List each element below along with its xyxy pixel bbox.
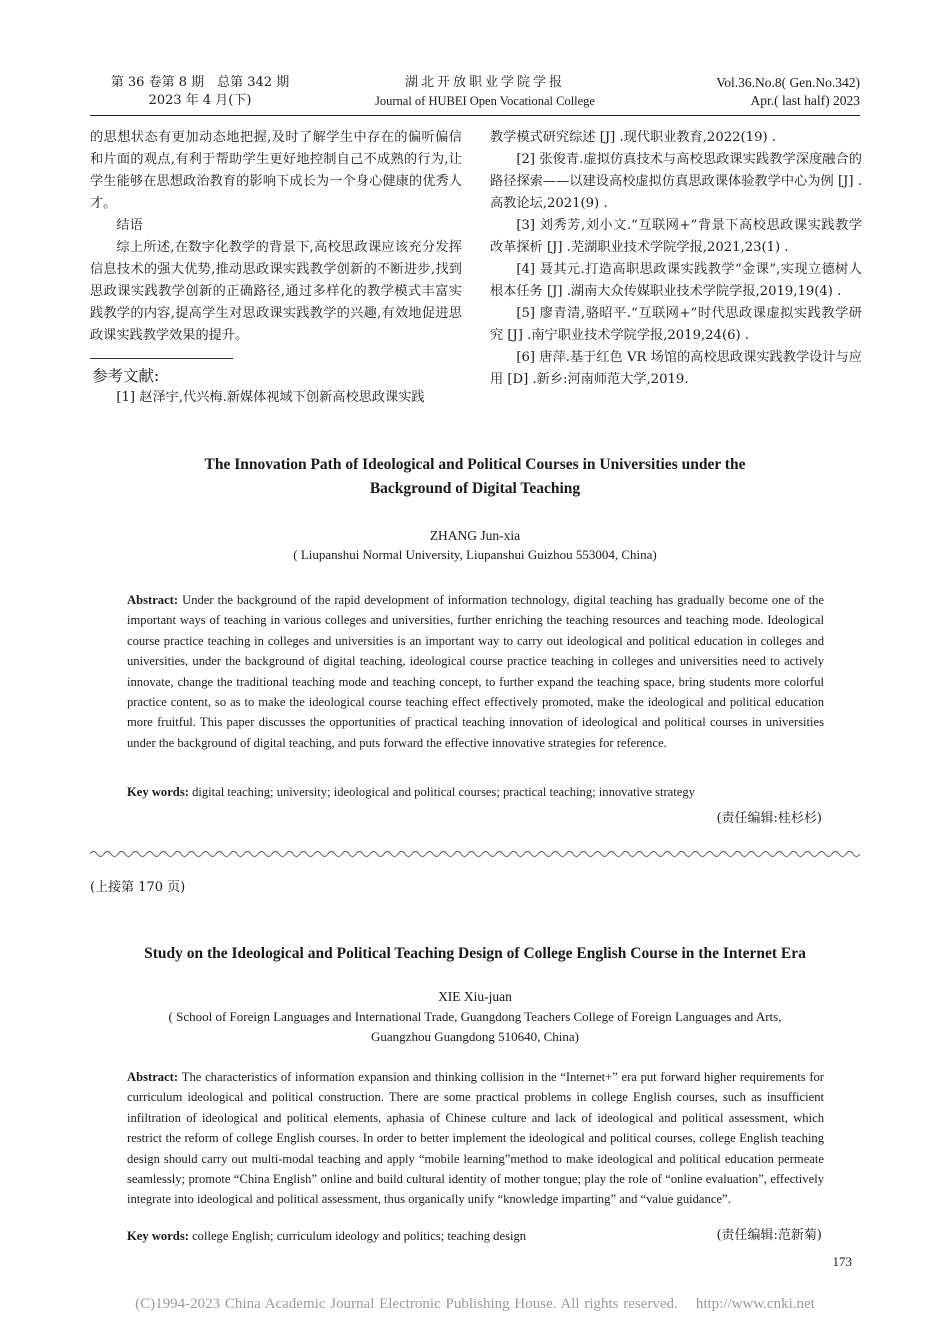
header-journal [345, 74, 625, 110]
reference-item: [2] 张俊青.虚拟仿真技术与高校思政课实践教学深度融合的路径探索——以建设高校虚拟仿真思政课体验教学中心为例 [J] .高教论坛,2021(9) . [490, 152, 862, 211]
references-title: 参考文献: [92, 367, 160, 385]
article1-author: ZHANG Jun-xia [429, 528, 521, 543]
article2-keywords: Key words: college English; curriculum ideology and politics; teaching design [127, 1229, 527, 1243]
header-rule [90, 115, 860, 116]
page-number: 173 [832, 1254, 852, 1269]
abstract-text: Under the background of the rapid development of information technology, digital teaching has gradually become one of the important ways of teaching in various colleges and universities, further enriching the teaching resources and teaching mode. Ideological course practice teaching in colleges and universities is an important way to carry out ideological and political education in colleges and universities, under the background of digital teaching, ideological course practice teaching in colleges and universities need to actively innovate, change the traditional teaching mode and teaching concept, to further expand the teaching space, bring students more colorful practice content, so as to make the ideological course teaching effect effectively promoted, make the ideological and political education more fruitful. This paper discusses the opportunities of practical teaching innovation of ideological and political courses in universities under the background of digital teaching, and puts forward the effective innovative strategies for reference. [127, 593, 825, 750]
article1-keywords: Key words: digital teaching; university; ideological and political courses; practical teaching; innovative strategy [127, 785, 695, 799]
keywords-label: Key words [127, 1229, 185, 1243]
article1-title-line: Background of Digital Teaching [369, 480, 581, 497]
article2-abstract: Abstract: The characteristics of information expansion and thinking collision in the “Internet+” era put forward higher requirements for curriculum ideological and political construction. There are some practical problems in college English courses, such as insufficient infiltration of ideological and political elements, aphasia of Chinese culture and lack of ideological and political assessment, which restrict the reform of college English courses. In order to better implement the ideological and political courses, college English teaching design should carry out multi-modal teaching and apply “mobile learning”method to make ideological and political education permeate seamlessly; promote “China English” online and build cultural identity of mother tongue; play the role of “online evaluation”, effectively integrate into ideological and political assessment, thus organically unify “knowledge imparting” and “value guidance”. [127, 1070, 825, 1207]
article1-title-line: The Innovation Path of Ideological and Political Courses in Universities under the [204, 456, 746, 473]
footer-copyright [0, 1296, 950, 1313]
keywords-label: Key words [127, 785, 185, 799]
keywords-text: digital teaching; university; ideological and political courses; practical teaching; innovative strategy [192, 785, 695, 799]
abstract-text: The characteristics of information expansion and thinking collision in the “Internet+” era put forward higher requirements for curriculum ideological and political construction. There are some practical problems in college English courses, such as insufficient infiltration of ideological and political elements, aphasia of Chinese culture and lack of ideological and political assessment, which restrict the reform of college English courses. In order to better implement the ideological and political courses, college English teaching design should carry out multi-modal teaching and apply “mobile learning”method to make ideological and political education permeate seamlessly; promote “China English” online and build cultural identity of mother tongue; play the role of “online evaluation”, effectively integrate into ideological and political assessment, thus organically unify “knowledge imparting” and “value guidance”. [127, 1070, 825, 1207]
copyright-text: (C)1994-2023 China Academic Journal Electronic Publishing House. All rights reserved. [135, 1296, 678, 1312]
reference-item: [3] 刘秀芳,刘小文.“互联网+”背景下高校思政课实践教学改革探析 [J] .芜湖职业技术学院学报,2021,23(1) . [490, 218, 862, 255]
body-left-column [90, 127, 462, 347]
header-volume-en-line: Vol.36.No.8( Gen.No.342) [716, 75, 860, 90]
article2-editor: (责任编辑:范新菊) [716, 1228, 822, 1243]
article2-affiliation [90, 1007, 860, 1047]
journal-title-cn: 湖北开放职业学院学报 [404, 75, 565, 90]
article2-affiliation-line: Guangzhou Guangdong 510640, China) [371, 1029, 579, 1044]
header-date-en: Apr.( last half) 2023 [750, 93, 860, 108]
article1-affiliation: ( Liupanshui Normal University, Liupanshui Guizhou 553004, China) [293, 547, 657, 562]
article1-title [90, 453, 860, 501]
header-issue-info [100, 74, 300, 110]
wavy-separator [90, 849, 860, 859]
header-volume: 第 36 卷第 8 期 总第 342 期 [110, 75, 290, 90]
references-rule [90, 358, 233, 359]
article1-abstract: Abstract: Under the background of the rapid development of information technology, digital teaching has gradually become one of the important ways of teaching in various colleges and universities, further enriching the teaching resources and teaching mode. Ideological course practice teaching in colleges and universities is an important way to carry out ideological and political education in colleges and universities, under the background of digital teaching, ideological course practice teaching in colleges and universities need to actively innovate, change the traditional teaching mode and teaching concept, to further expand the teaching space, bring students more colorful practice content, so as to make the ideological course teaching effect effectively promoted, make the ideological and political education more fruitful. This paper discusses the opportunities of practical teaching innovation of ideological and political courses in universities under the background of digital teaching, and puts forward the effective innovative strategies for reference. [127, 593, 825, 750]
journal-title-en: Journal of HUBEI Open Vocational College [375, 94, 595, 108]
body-right-column [490, 127, 862, 391]
article2-affiliation-line: ( School of Foreign Languages and International Trade, Guangdong Teachers College of Foreign Languages and Arts, [168, 1009, 782, 1024]
header-volume-en [680, 74, 860, 110]
abstract-label: Abstract [127, 593, 174, 607]
reference-item: [5] 廖青清,骆昭平.“互联网+”时代思政课虚拟实践教学研究 [J] .南宁职业技术学院学报,2019,24(6) . [490, 306, 862, 343]
section-heading: 结语 [116, 218, 143, 233]
header-date: 2023 年 4 月(下) [148, 93, 252, 108]
article2-author: XIE Xiu-juan [438, 989, 512, 1004]
reference-item: [1] 赵泽宇,代兴梅.新媒体视域下创新高校思政课实践 [116, 390, 425, 405]
paragraph: 综上所述,在数字化教学的背景下,高校思政课应该充分发挥信息技术的强大优势,推动思政课实践教学创新的不断进步,找到思政课实践教学创新的正确路径,通过多样化的教学模式丰富实践教学的内容,提高学生对思政课实践教学的兴趣,有效地促进思政课实践教学效果的提升。 [90, 240, 462, 343]
reference-item: [6] 唐萍.基于红色 VR 场馆的高校思政课实践教学设计与应用 [D] .新乡:河南师范大学,2019. [490, 350, 862, 387]
source-url[interactable]: http://www.cnki.net [695, 1296, 815, 1312]
reference-continued: 教学模式研究综述 [J] .现代职业教育,2022(19) . [490, 130, 776, 145]
keywords-text: college English; curriculum ideology and politics; teaching design [192, 1229, 527, 1243]
paragraph: 的思想状态有更加动态地把握,及时了解学生中存在的偏听偏信和片面的观点,有利于帮助学生更好地控制自己不成熟的行为,让学生能够在思想政治教育的影响下成长为一个身心健康的优秀人才。 [90, 130, 462, 211]
continued-note: (上接第 170 页) [90, 880, 186, 895]
reference-item: [4] 聂其元.打造高职思政课实践教学“金课”,实现立德树人根本任务 [J] .湖南大众传媒职业技术学院学报,2019,19(4) . [490, 262, 862, 299]
article2-title: Study on the Ideological and Political Teaching Design of College English Course in the Internet Era [144, 945, 806, 962]
article1-editor: (责任编辑:桂杉杉) [716, 811, 822, 826]
abstract-label: Abstract [127, 1070, 174, 1084]
